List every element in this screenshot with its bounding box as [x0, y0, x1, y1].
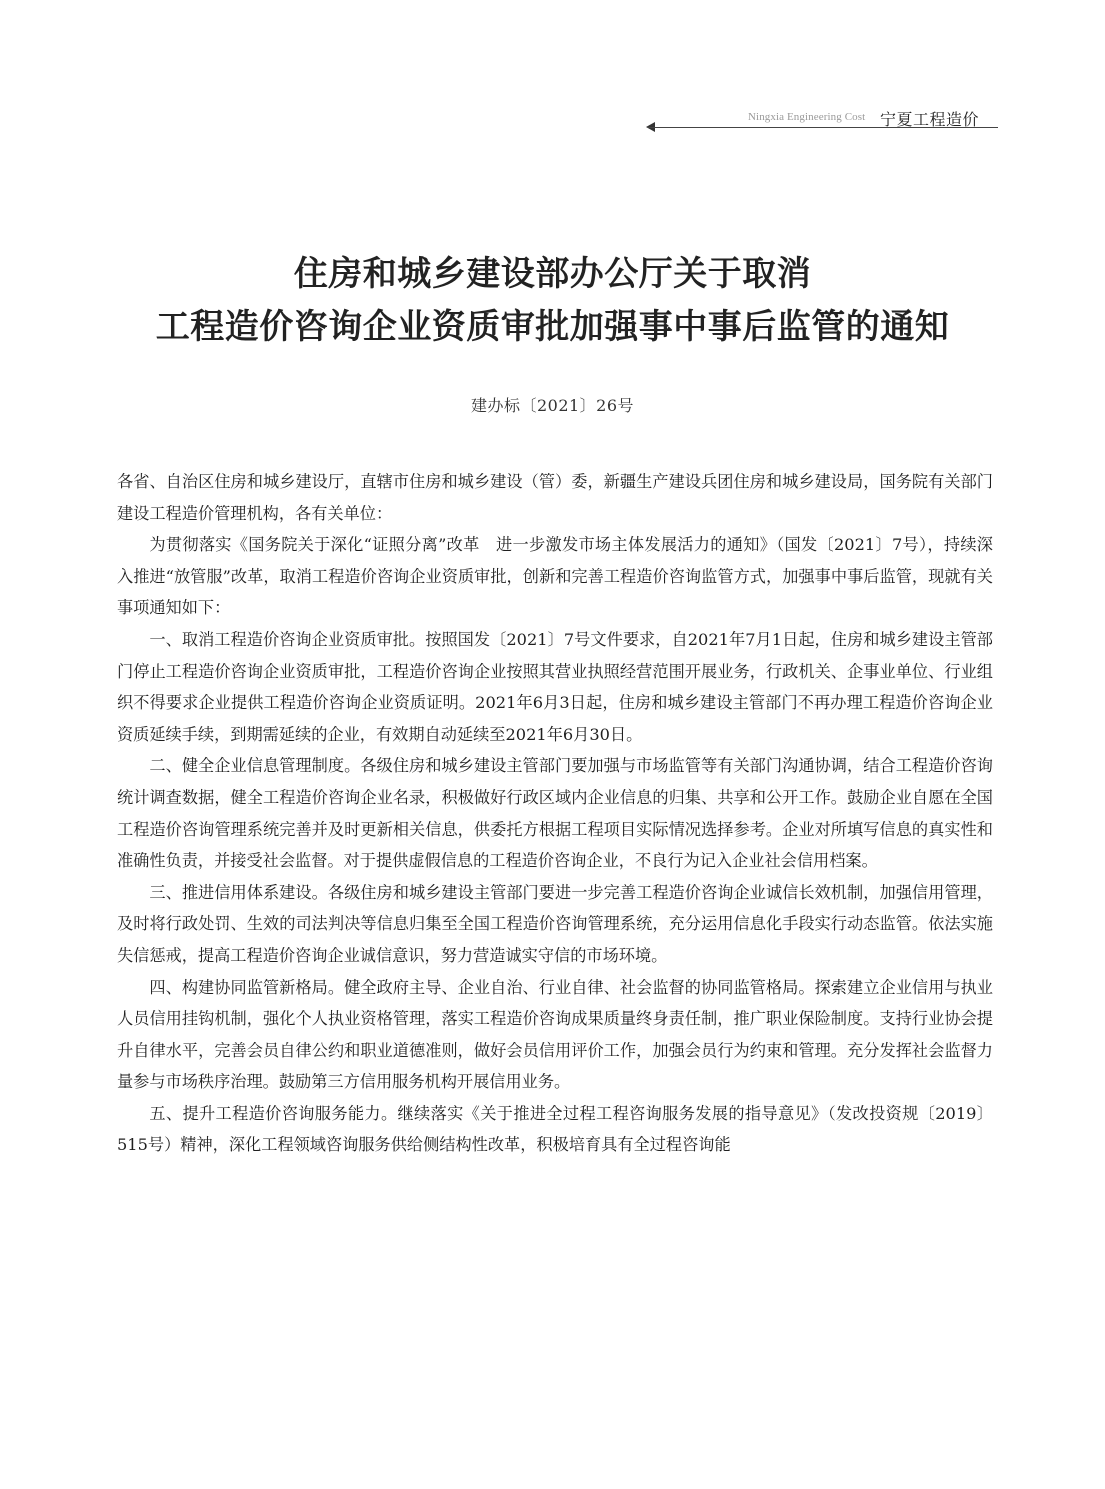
paragraph-intro: 为贯彻落实《国务院关于深化“证照分离”改革 进一步激发市场主体发展活力的通知》（国发〔2021〕7号），持续深入推进“放管服”改革，取消工程造价咨询企业资质审批，创新和完善工程造价咨询监管方式，加强事中事后监管，现就有关事项通知如下： — [117, 535, 993, 618]
title-line-1: 住房和城乡建设部办公厅关于取消 — [293, 254, 812, 294]
paragraph-item-4: 四、构建协同监管新格局。健全政府主导、企业自治、行业自律、社会监督的协同监管格局。探索建立企业信用与执业人员信用挂钩机制，强化个人执业资格管理，落实工程造价咨询成果质量终身责任制，推广职业保险制度。支持行业协会提升自律水平，完善会员自律公约和职业道德准则，做好会员信用评价工作，加强会员行为约束和管理。充分发挥社会监督力量参与市场秩序治理。鼓励第三方信用服务机构开展信用业务。 — [117, 977, 993, 1092]
paragraph-item-3: 三、推进信用体系建设。各级住房和城乡建设主管部门要进一步完善工程造价咨询企业诚信长效机制，加强信用管理，及时将行政处罚、生效的司法判决等信息归集至全国工程造价咨询管理系统，充分运用信息化手段实行动态监管。依法实施失信惩戒，提高工程造价咨询企业诚信意识，努力营造诚实守信的市场环境。 — [117, 882, 993, 965]
document-number: 建办标〔2021〕26号 — [470, 396, 635, 415]
paragraph-item-2: 二、健全企业信息管理制度。各级住房和城乡建设主管部门要加强与市场监管等有关部门沟通协调，结合工程造价咨询统计调查数据，健全工程造价咨询企业名录，积极做好行政区域内企业信息的归集、共享和公开工作。鼓励企业自愿在全国工程造价咨询管理系统完善并及时更新相关信息，供委托方根据工程项目实际情况选择参考。企业对所填写信息的真实性和准确性负责，并接受社会监督。对于提供虚假信息的工程造价咨询企业，不良行为记入企业社会信用档案。 — [117, 756, 993, 871]
journal-name-en: Ningxia Engineering Cost — [748, 111, 866, 123]
page-title — [0, 248, 1105, 354]
journal-name-cn: 宁夏工程造价 — [880, 110, 980, 129]
body-text — [117, 466, 993, 1161]
paragraph-item-5: 五、提升工程造价咨询服务能力。继续落实《关于推进全过程工程咨询服务发展的指导意见》（发改投资规〔2019〕515号）精神，深化工程领域咨询服务供给侧结构性改革，积极培育具有全过程咨询能 — [117, 1103, 993, 1155]
title-line-2: 工程造价咨询企业资质审批加强事中事后监管的通知 — [155, 307, 950, 347]
paragraph-item-1: 一、取消工程造价咨询企业资质审批。按照国发〔2021〕7号文件要求，自2021年7月1日起，住房和城乡建设主管部门停止工程造价咨询企业资质审批，工程造价咨询企业按照其营业执照经营范围开展业务，行政机关、企事业单位、行业组织不得要求企业提供工程造价咨询企业资质证明。2021年6月3日起，住房和城乡建设主管部门不再办理工程造价咨询企业资质延续手续，到期需延续的企业，有效期自动延续至2021年6月30日。 — [117, 629, 993, 744]
salutation: 各省、自治区住房和城乡建设厅，直辖市住房和城乡建设（管）委，新疆生产建设兵团住房和城乡建设局，国务院有关部门建设工程造价管理机构，各有关单位： — [117, 472, 993, 523]
